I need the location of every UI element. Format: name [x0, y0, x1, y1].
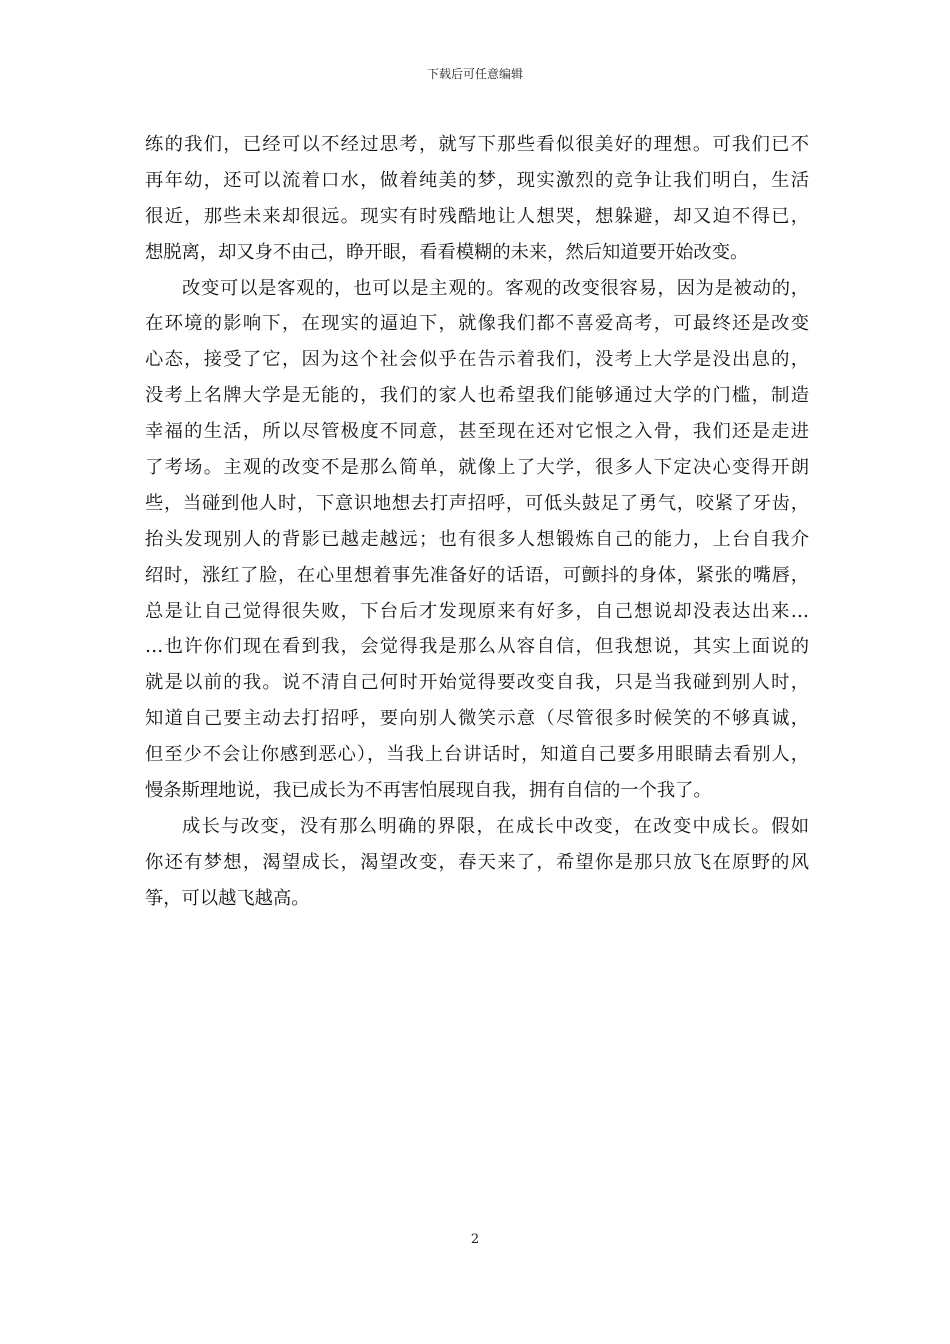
- text-line: 心态，接受了它，因为这个社会似乎在告示着我们，没考上大学是没出息的，: [145, 349, 809, 371]
- text-line: 练的我们，已经可以不经过思考，就写下那些看似很美好的理想。可我们已不: [145, 134, 809, 155]
- page-header: 下载后可任意编辑: [426, 67, 523, 81]
- document-body: [145, 127, 809, 917]
- text-line: 绍时，涨红了脸，在心里想着事先准备好的话语，可颤抖的身体，紧张的嘴唇，: [145, 564, 809, 586]
- text-line: …也许你们现在看到我，会觉得我是那么从容自信，但我想说，其实上面说的: [145, 636, 809, 658]
- text-line: 些，当碰到他人时，下意识地想去打声招呼，可低头鼓足了勇气，咬紧了牙齿，: [145, 492, 809, 514]
- text-line: 慢条斯理地说，我已成长为不再害怕展现自我，拥有自信的一个我了。: [145, 780, 712, 802]
- text-line: 想脱离，却又身不由己，睁开眼，看看模糊的未来，然后知道要开始改变。: [145, 241, 749, 263]
- text-line: 总是让自己觉得很失败，下台后才发现原来有好多，自己想说却没表达出来…: [145, 600, 809, 622]
- text-line: 抬头发现别人的背影已越走越远；也有很多人想锻炼自己的能力，上台自我介: [145, 528, 809, 550]
- page-number: 2: [470, 1232, 480, 1247]
- text-line: 改变可以是客观的，也可以是主观的。客观的改变很容易，因为是被动的，: [182, 277, 809, 299]
- text-line: 筝，可以越飞越高。: [145, 887, 310, 909]
- text-line: 很近，那些未来却很远。现实有时残酷地让人想哭，想躲避，却又迫不得已，: [145, 205, 809, 227]
- text-line: 再年幼，还可以流着口水，做着纯美的梦，现实激烈的竞争让我们明白，生活: [145, 169, 809, 191]
- text-line: 知道自己要主动去打招呼，要向别人微笑示意（尽管很多时候笑的不够真诚，: [145, 708, 809, 730]
- text-line: 幸福的生活，所以尽管极度不同意，甚至现在还对它恨之入骨，我们还是走进: [145, 421, 809, 443]
- text-line: 你还有梦想，渴望成长，渴望改变，春天来了，希望你是那只放飞在原野的风: [145, 851, 809, 873]
- text-line: 在环境的影响下，在现实的逼迫下，就像我们都不喜爱高考，可最终还是改变: [145, 313, 809, 335]
- text-line: 就是以前的我。说不清自己何时开始觉得要改变自我，只是当我碰到别人时，: [145, 672, 809, 694]
- text-line: 没考上名牌大学是无能的，我们的家人也希望我们能够通过大学的门槛，制造: [145, 385, 809, 407]
- text-line: 了考场。主观的改变不是那么简单，就像上了大学，很多人下定决心变得开朗: [145, 457, 809, 479]
- text-line: 但至少不会让你感到恶心），当我上台讲话时，知道自己要多用眼睛去看别人，: [145, 744, 809, 766]
- text-line: 成长与改变，没有那么明确的界限，在成长中改变，在改变中成长。假如: [182, 815, 809, 837]
